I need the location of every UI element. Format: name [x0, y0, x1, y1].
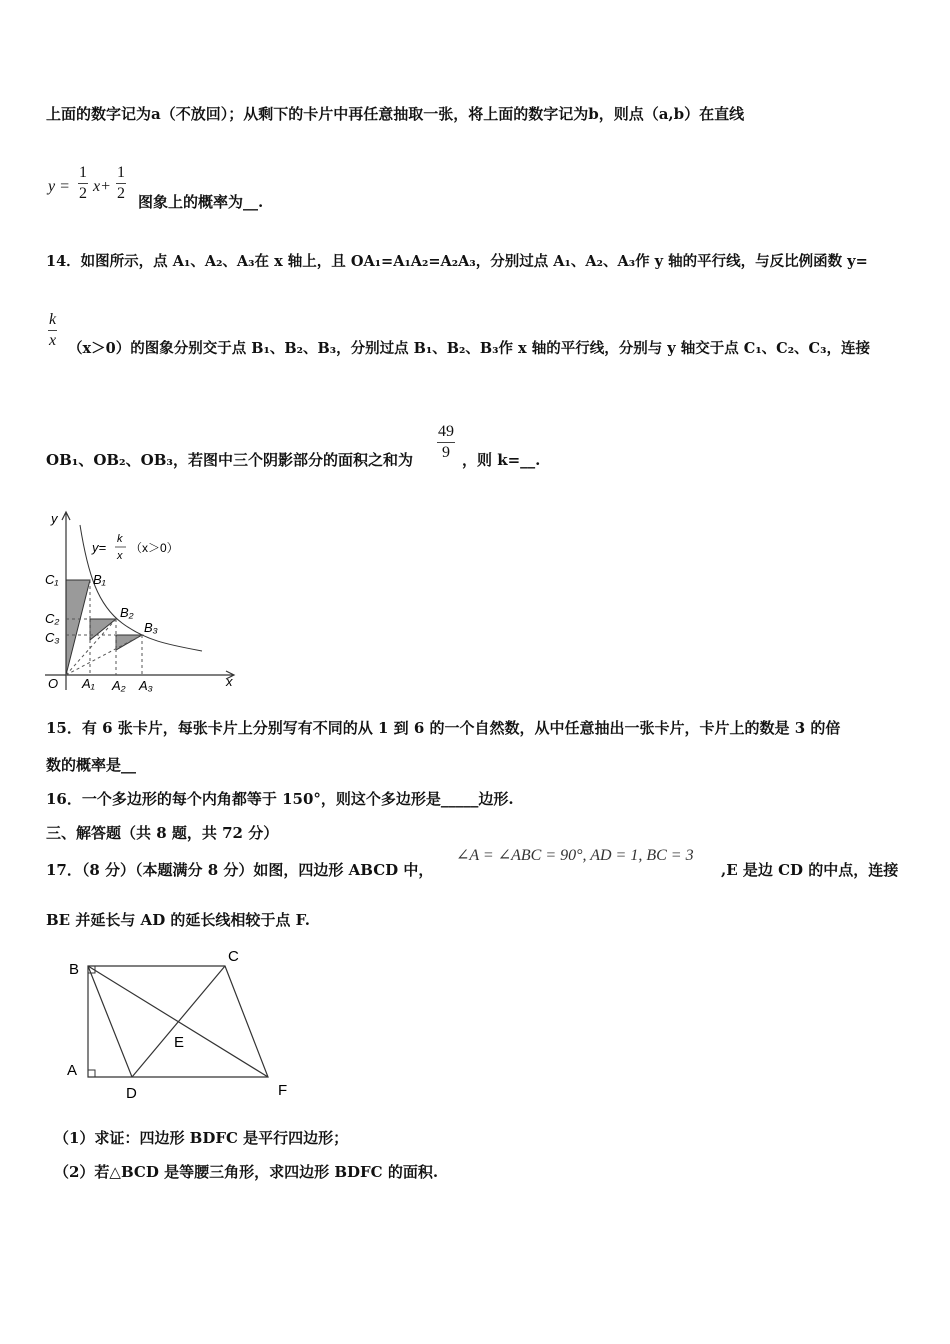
- q15-line1: 15．有 6 张卡片，每张卡片上分别写有不同的从 1 到 6 的一个自然数，从中任意抽出一张卡片，卡片上的数是 3 的倍: [46, 719, 841, 737]
- section3-title: 三、解答题（共 8 题，共 72 分）: [46, 824, 279, 842]
- q17-line2: BE 并延长与 AD 的延长线相较于点 F.: [46, 911, 311, 929]
- q13-frac1: [78, 164, 88, 203]
- q13-line2-tail: 图象上的概率为__.: [138, 193, 264, 211]
- fig14-c3-label: C₃: [45, 630, 60, 645]
- q16-text: 16．一个多边形的每个内角都等于 150°，则这个多边形是_____边形.: [46, 790, 514, 808]
- q14-frac-k-den: x: [49, 332, 57, 349]
- fig14-origin-label: O: [48, 676, 59, 691]
- fig17-label-a: A: [67, 1062, 78, 1079]
- fig14-graph: [40, 505, 245, 695]
- q14-frac-k-num: k: [49, 311, 57, 328]
- q13-eq-y: y =: [48, 178, 70, 195]
- q17-part2: （2）若△BCD 是等腰三角形，求四边形 BDFC 的面积.: [54, 1163, 439, 1181]
- fig14-y-label: y: [51, 511, 58, 526]
- fig14-b1-label: B₁: [93, 572, 106, 587]
- q17-tail: ,E 是边 CD 的中点，连接: [721, 861, 899, 879]
- q17-part1: （1）求证：四边形 BDFC 是平行四边形；: [54, 1129, 349, 1147]
- fig14-c2-label: C₂: [45, 611, 60, 626]
- fig17-label-f: F: [278, 1082, 288, 1099]
- q14-frac-area-num: 49: [438, 423, 454, 440]
- fig17-label-e: E: [174, 1034, 185, 1051]
- fig17-segment-bf: [88, 966, 268, 1077]
- q17-head: 17．（8 分）（本题满分 8 分）如图，四边形 ABCD 中，: [46, 861, 434, 879]
- fig14-func-prefix: y=: [92, 540, 107, 555]
- fig14-shade-2: [90, 619, 116, 640]
- fig14-dash-ob3: [66, 635, 142, 675]
- q13-eq-x: x+: [93, 178, 111, 195]
- fig17-label-d: D: [126, 1085, 137, 1102]
- q15-line2: 数的概率是__: [46, 756, 137, 774]
- fig14-shade-1: [66, 580, 90, 675]
- q14-line1: 14．如图所示，点 A₁、A₂、A₃在 x 轴上，且 OA₁=A₁A₂=A₂A₃，分别过点 A₁、A₂、A₃作 y 轴的平行线，与反比例函数 y=: [46, 253, 868, 270]
- fig17-right-angle-a: [88, 1070, 95, 1077]
- fig14-a3-label: A₃: [139, 678, 153, 693]
- fig17-label-b: B: [69, 961, 80, 978]
- q14-line2: （x＞0）的图象分别交于点 B₁、B₂、B₃，分别过点 B₁、B₂、B₃作 x 轴的平行线，分别与 y 轴交于点 C₁、C₂、C₃，连接: [68, 340, 870, 357]
- fig14-func-den: x: [117, 550, 123, 562]
- q13-frac2: [116, 164, 126, 203]
- fig14-a1-label: A₁: [82, 676, 95, 691]
- q13-frac1-num: 1: [79, 164, 87, 181]
- fig17-segment-bd: [88, 966, 132, 1077]
- fig14-func-cond: （x＞0）: [130, 541, 179, 555]
- fig14-b2-label: B₂: [120, 605, 134, 620]
- q17-condition: ∠A = ∠ABC = 90°, AD = 1, BC = 3: [456, 847, 694, 864]
- q14-frac-k: [48, 311, 57, 350]
- fig14-b3-label: B₃: [144, 620, 158, 635]
- fig17-diagram: [60, 945, 300, 1105]
- fig14-a2-label: A₂: [112, 678, 126, 693]
- fig14-shade-3: [116, 635, 142, 650]
- q14-frac-k-bar: [48, 330, 57, 331]
- q13-frac2-den: 2: [117, 185, 125, 202]
- fig14-x-label: x: [226, 674, 233, 689]
- fig17-label-c: C: [228, 948, 239, 965]
- fig14-c1-label: C₁: [45, 572, 59, 587]
- q13-frac1-bar: [78, 183, 88, 184]
- q14-line3-tail: ，则 k=__.: [462, 451, 541, 469]
- q13-frac1-den: 2: [79, 185, 87, 202]
- q13-line1: 上面的数字记为a（不放回）；从剩下的卡片中再任意抽取一张，将上面的数字记为b，则点（a,b）在直线: [46, 105, 745, 123]
- q14-frac-area-bar: [437, 442, 455, 443]
- fig14-func-num: k: [117, 533, 123, 545]
- q13-frac2-bar: [116, 183, 126, 184]
- q14-frac-area-den: 9: [442, 444, 450, 461]
- q13-frac2-num: 1: [117, 164, 125, 181]
- q14-frac-area: [437, 423, 455, 462]
- q14-line3-head: OB₁、OB₂、OB₃，若图中三个阴影部分的面积之和为: [46, 451, 413, 469]
